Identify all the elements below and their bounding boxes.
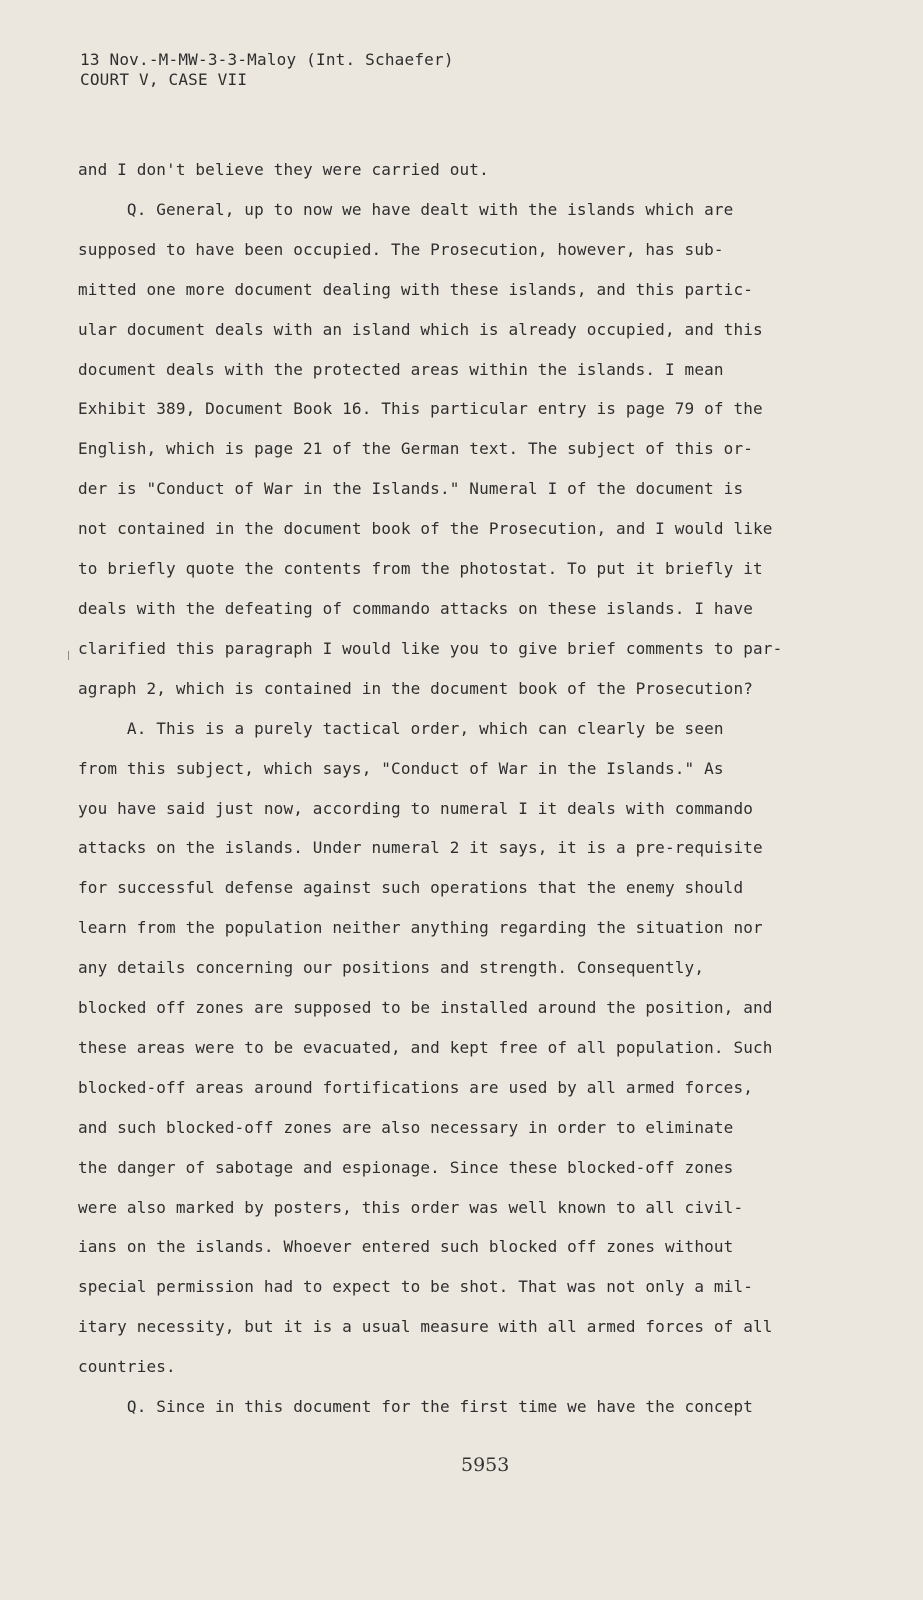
body-line: the danger of sabotage and espionage. Since these blocked-off zones <box>78 1157 734 1177</box>
body-line: special permission had to expect to be shot. That was not only a mil- <box>78 1277 754 1297</box>
body-line: you have said just now, according to numeral I it deals with commando <box>78 798 754 818</box>
body-line: learn from the population neither anything regarding the situation nor <box>78 918 763 938</box>
header-court-case-line: COURT V, CASE VII <box>80 70 248 89</box>
transcript-body <box>78 150 838 1427</box>
body-line: these areas were to be evacuated, and kept free of all population. Such <box>78 1037 773 1057</box>
body-line: attacks on the islands. Under numeral 2 it says, it is a pre-requisite <box>78 838 763 858</box>
body-line: supposed to have been occupied. The Prosecution, however, has sub- <box>78 239 724 259</box>
body-line: to briefly quote the contents from the photostat. To put it briefly it <box>78 559 763 579</box>
body-line: itary necessity, but it is a usual measure with all armed forces of all <box>78 1317 773 1337</box>
body-line: blocked-off areas around fortifications are used by all armed forces, <box>78 1077 754 1097</box>
body-line: English, which is page 21 of the German text. The subject of this or- <box>78 439 754 459</box>
body-line: and I don't believe they were carried out. <box>78 160 489 179</box>
body-line: clarified this paragraph I would like you to give brief comments to par- <box>78 638 783 658</box>
transcript-header <box>80 50 454 90</box>
body-line: countries. <box>78 1357 176 1377</box>
body-line: any details concerning our positions and strength. Consequently, <box>78 958 705 978</box>
body-line: Q. General, up to now we have dealt with the islands which are <box>78 199 734 219</box>
margin-tick-mark <box>68 651 69 660</box>
body-line: ular document deals with an island which is already occupied, and this <box>78 319 763 339</box>
body-line: Exhibit 389, Document Book 16. This particular entry is page 79 of the <box>78 399 763 419</box>
body-line: A. This is a purely tactical order, which can clearly be seen <box>78 718 724 738</box>
body-line: for successful defense against such operations that the enemy should <box>78 878 744 898</box>
body-line: document deals with the protected areas within the islands. I mean <box>78 359 724 379</box>
body-line: Q. Since in this document for the first time we have the concept <box>78 1397 754 1417</box>
body-line: and such blocked-off zones are also necessary in order to eliminate <box>78 1117 734 1137</box>
header-session-line: 13 Nov.-M-MW-3-3-Maloy (Int. Schaefer) <box>80 50 454 69</box>
body-line: not contained in the document book of the Prosecution, and I would like <box>78 519 773 539</box>
body-line: deals with the defeating of commando attacks on these islands. I have <box>78 598 754 618</box>
body-line: mitted one more document dealing with these islands, and this partic- <box>78 279 754 299</box>
body-line: der is "Conduct of War in the Islands." Numeral I of the document is <box>78 479 744 499</box>
body-line: blocked off zones are supposed to be installed around the position, and <box>78 998 773 1018</box>
body-line: from this subject, which says, "Conduct of War in the Islands." As <box>78 758 724 778</box>
body-line: were also marked by posters, this order was well known to all civil- <box>78 1197 744 1217</box>
body-line: agraph 2, which is contained in the document book of the Prosecution? <box>78 678 754 698</box>
body-line: ians on the islands. Whoever entered such blocked off zones without <box>78 1237 734 1257</box>
page-number: 5953 <box>461 1454 510 1476</box>
